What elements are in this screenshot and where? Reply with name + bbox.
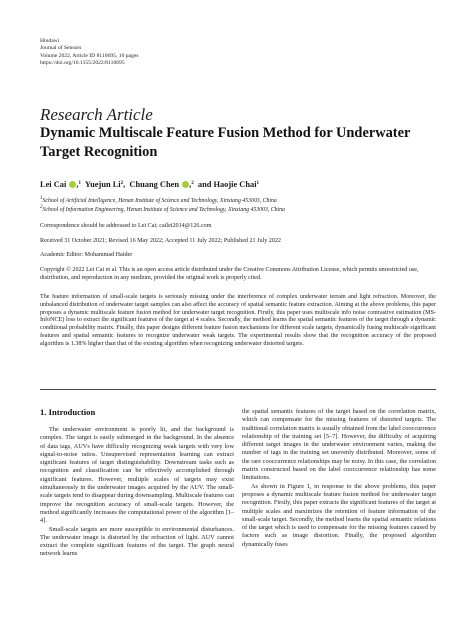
author-list: Lei Cai ,$^1$ Yuejun Li$^2$, Chuang Chen ,$^2$ and Haojie Chai$^1$	[40, 180, 260, 189]
abstract: The feature information of small-scale targets is seriously missing under the interference of complex underwater terrain and light refraction. Moreover, the unbalanced distribution of underwater target samples can also affect the accuracy of spatial semantic feature extraction. Aiming at the above problems, this paper proposes a dynamic multiscale feature fusion method for underwater target recognition. Firstly, this paper uses multiscale info noise contrastive estimation (MS-InfoNCE) loss to extract the significant features of the target at 4 scales. Secondly, the method learns the spatial semantic features of the target through a dynamic conditional probability matrix. Finally, this paper designs different feature fusion mechanisms for different scale targets, dynamically fusing multiscale significant features and spatial semantic features to recognize underwater weak targets. The experimental results show that the recognition accuracy of the proposed algorithm is 1.38% higher than that of the existing algorithm when recognizing underwater distorted targets.	[40, 294, 436, 347]
affiliation-text: School of Information Engineering, Henan Institute of Science and Technology, Xinxiang 453003, China	[42, 207, 285, 213]
affiliation	[40, 198, 277, 204]
author-name: Chuang Chen	[129, 180, 179, 189]
academic-editor: Academic Editor: Mohammad Haider	[40, 252, 133, 258]
paragraph: As shown in Figure 1, in response to the above problems, this paper proposes a dynamic multiscale feature fusion method for underwater target recognition. Firstly, this paper extracts the significant features of the target at multiple scales and maximizes the retention of feature information of the small-scale target. Secondly, the method learns the spatial semantic relations of the target which is used to compensate for the missing features caused by factors such as image distortion. Finally, the proposed algorithm dynamically fuses	[242, 482, 436, 548]
introduction-section	[40, 408, 234, 423]
orcid-icon[interactable]	[69, 181, 76, 188]
article-type: Research Article	[40, 105, 153, 124]
section-divider	[40, 389, 436, 390]
author-affiliation-mark: 2	[191, 181, 194, 186]
paragraph: The underwater environment is poorly lit, and the background is complex. The target is easily submerged in the background. In the absence of data tags, AUVs have difficulty recognizing weak targets with very low signal-to-noise ratios. Unsupervised representation learning can extract significant features of target distinguishability. Downstream tasks such as recognition and classification can be effectively accomplished through significant features. However, multiple scales of targets may exist simultaneously in the underwater images acquired by the AUV. The small-scale targets tend to disappear during downsampling. Multiscale features can improve the recognition accuracy of small-scale targets. However, the method significantly increases the computational power of the algorithm [1–4].	[40, 426, 234, 525]
author-name: Haojie Chai	[213, 180, 257, 189]
paragraph: Small-scale targets are more susceptible to environmental disturbances. The underwater image is distorted by the refraction of light. AUV cannot extract the complete significant features of the target. The graph neural network learns	[40, 525, 234, 558]
publisher-name: Hindawi	[40, 38, 60, 44]
publication-info	[40, 38, 139, 68]
author-affiliation-mark: 1	[78, 181, 81, 186]
right-column	[242, 408, 436, 549]
affiliation-text: School of Artificial Intelligence, Henan Institute of Science and Technology, Xinxiang 453003, China	[42, 198, 277, 204]
journal-name: Journal of Sensors	[40, 45, 82, 52]
article-dates: Received 31 October 2021; Revised 16 May 2022; Accepted 11 July 2022; Published 21 July 2022	[40, 238, 281, 244]
paragraph: the spatial semantic features of the target based on the correlation matrix, which can compensate for the missing features of distorted targets. The traditional correlation matrix is usually obtained from the label cooccurrence relationship of the training set [5–7]. However, the difficulty of acquiring different target images in the underwater environment varies, making the number of tags in the training set unevenly distributed. Moreover, some of the rare cooccurrence relationships may be noisy. In this case, the correlation matrix constructed based on the label cooccurrence relationship has some limitations.	[242, 408, 436, 482]
section-heading: 1. Introduction	[40, 407, 96, 417]
doi-link[interactable]: https://doi.org/10.1155/2022/8110695	[40, 60, 125, 67]
left-column	[40, 426, 234, 559]
author-affiliation-mark: 1	[256, 181, 260, 186]
author-name: Yuejun Li	[84, 180, 121, 189]
orcid-icon[interactable]	[182, 181, 189, 188]
author-name: Lei Cai	[40, 180, 67, 189]
affiliation	[40, 207, 285, 213]
affiliation-mark: 1	[40, 196, 43, 201]
copyright-notice: Copyright © 2022 Lei Cai et al. This is an open access article distributed under the Creative Commons Attribution License, which permits unrestricted use, distribution, and reproduction in any medium, provided the original work is properly cited.	[40, 267, 419, 281]
paper-title: Dynamic Multiscale Feature Fusion Method for Underwater Target Recognition	[40, 125, 411, 160]
correspondence: Correspondence should be addressed to Lei Cai; cailei2014@126.com	[40, 223, 212, 229]
author-affiliation-mark: 2	[120, 181, 124, 186]
affiliation-mark: 2	[40, 205, 43, 210]
volume-info: Volume 2022, Article ID 8110695, 10 pages	[40, 52, 139, 59]
